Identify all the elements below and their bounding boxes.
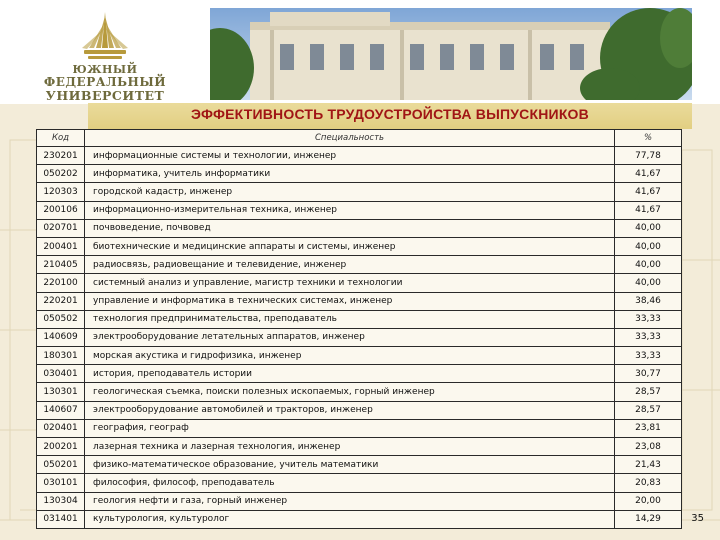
percent-cell: 14,29	[635, 514, 661, 525]
table-row	[36, 383, 682, 401]
table-row	[36, 183, 682, 201]
percent-cell: 23,08	[635, 441, 661, 452]
specialty-cell: геологическая съемка, поиски полезных ископаемых, горный инженер	[85, 383, 615, 400]
code-cell: 130301	[37, 383, 85, 400]
specialty-cell: почвоведение, почвовед	[85, 220, 615, 237]
code-cell: 130304	[37, 493, 85, 510]
percent-cell: 28,57	[635, 405, 661, 416]
header-code: Код	[37, 130, 85, 146]
code-cell: 031401	[37, 511, 85, 528]
specialty-cell: радиосвязь, радиовещание и телевидение, инженер	[85, 256, 615, 273]
code-cell: 050202	[37, 165, 85, 182]
header	[0, 0, 720, 104]
table-row	[36, 493, 682, 511]
university-building-photo	[210, 8, 692, 100]
table-row	[36, 256, 682, 274]
percent-cell: 20,83	[635, 477, 661, 488]
header-specialty: Специальность	[85, 130, 615, 146]
code-cell: 220100	[37, 274, 85, 291]
percent-cell: 30,77	[635, 368, 661, 379]
specialty-cell: технология предпринимательства, преподаватель	[85, 311, 615, 328]
table-row	[36, 511, 682, 529]
code-cell: 220201	[37, 293, 85, 310]
percent-cell: 41,67	[635, 205, 661, 216]
code-cell: 120303	[37, 183, 85, 200]
percent-cell: 41,67	[635, 186, 661, 197]
code-cell: 030401	[37, 365, 85, 382]
code-cell: 180301	[37, 347, 85, 364]
table-row	[36, 202, 682, 220]
specialty-cell: электрооборудование летательных аппаратов, инженер	[85, 329, 615, 346]
percent-cell: 77,78	[635, 150, 661, 161]
table-row	[36, 147, 682, 165]
table-row	[36, 274, 682, 292]
specialty-cell: информационные системы и технологии, инженер	[85, 147, 615, 164]
code-cell: 050502	[37, 311, 85, 328]
specialty-cell: геология нефти и газа, горный инженер	[85, 493, 615, 510]
logo-text-line2: ФЕДЕРАЛЬНЫЙ	[43, 75, 167, 89]
specialty-cell: электрооборудование автомобилей и тракторов, инженер	[85, 402, 615, 419]
code-cell: 200201	[37, 438, 85, 455]
page-title: ЭФФЕКТИВНОСТЬ ТРУДОУСТРОЙСТВА ВЫПУСКНИКОВ	[191, 106, 589, 122]
page-number: 35	[691, 513, 704, 524]
table-row	[36, 402, 682, 420]
table-row	[36, 220, 682, 238]
code-cell: 200106	[37, 202, 85, 219]
specialty-cell: системный анализ и управление, магистр техники и технологии	[85, 274, 615, 291]
specialty-cell: информационно-измерительная техника, инженер	[85, 202, 615, 219]
code-cell: 200401	[37, 238, 85, 255]
table-row	[36, 474, 682, 492]
specialty-cell: культурология, культуролог	[85, 511, 615, 528]
percent-cell: 33,33	[635, 332, 661, 343]
sunburst-logo-icon	[78, 8, 132, 64]
percent-cell: 40,00	[635, 223, 661, 234]
table-row	[36, 438, 682, 456]
table-row	[36, 456, 682, 474]
logo-text-line1: ЮЖНЫЙ	[72, 63, 138, 76]
code-cell: 030101	[37, 474, 85, 491]
code-cell: 210405	[37, 256, 85, 273]
specialty-cell: морская акустика и гидрофизика, инженер	[85, 347, 615, 364]
table-row	[36, 238, 682, 256]
code-cell: 140607	[37, 402, 85, 419]
table-row	[36, 311, 682, 329]
specialty-cell: история, преподаватель истории	[85, 365, 615, 382]
code-cell: 020701	[37, 220, 85, 237]
percent-cell: 33,33	[635, 350, 661, 361]
specialty-cell: городской кадастр, инженер	[85, 183, 615, 200]
table-header-row	[36, 129, 682, 147]
table-row	[36, 165, 682, 183]
specialty-cell: управление и информатика в технических системах, инженер	[85, 293, 615, 310]
specialty-cell: физико-математическое образование, учитель математики	[85, 456, 615, 473]
specialty-cell: биотехнические и медицинские аппараты и системы, инженер	[85, 238, 615, 255]
table-row	[36, 347, 682, 365]
specialty-cell: лазерная техника и лазерная технология, инженер	[85, 438, 615, 455]
percent-cell: 33,33	[635, 314, 661, 325]
percent-cell: 20,00	[635, 496, 661, 507]
specialty-cell: география, географ	[85, 420, 615, 437]
percent-cell: 28,57	[635, 387, 661, 398]
code-cell: 050201	[37, 456, 85, 473]
percent-cell: 38,46	[635, 296, 661, 307]
employment-table	[36, 129, 682, 529]
code-cell: 020401	[37, 420, 85, 437]
percent-cell: 40,00	[635, 241, 661, 252]
table-row	[36, 365, 682, 383]
percent-cell: 41,67	[635, 168, 661, 179]
code-cell: 140609	[37, 329, 85, 346]
percent-cell: 21,43	[635, 459, 661, 470]
table-row	[36, 293, 682, 311]
percent-cell: 40,00	[635, 277, 661, 288]
percent-cell: 40,00	[635, 259, 661, 270]
specialty-cell: философия, философ, преподаватель	[85, 474, 615, 491]
header-percent: %	[643, 133, 653, 143]
code-cell: 230201	[37, 147, 85, 164]
table-row	[36, 420, 682, 438]
table-row	[36, 329, 682, 347]
university-logo	[30, 8, 180, 103]
percent-cell: 23,81	[635, 423, 661, 434]
specialty-cell: информатика, учитель информатики	[85, 165, 615, 182]
logo-text-line3: УНИВЕРСИТЕТ	[45, 88, 165, 103]
